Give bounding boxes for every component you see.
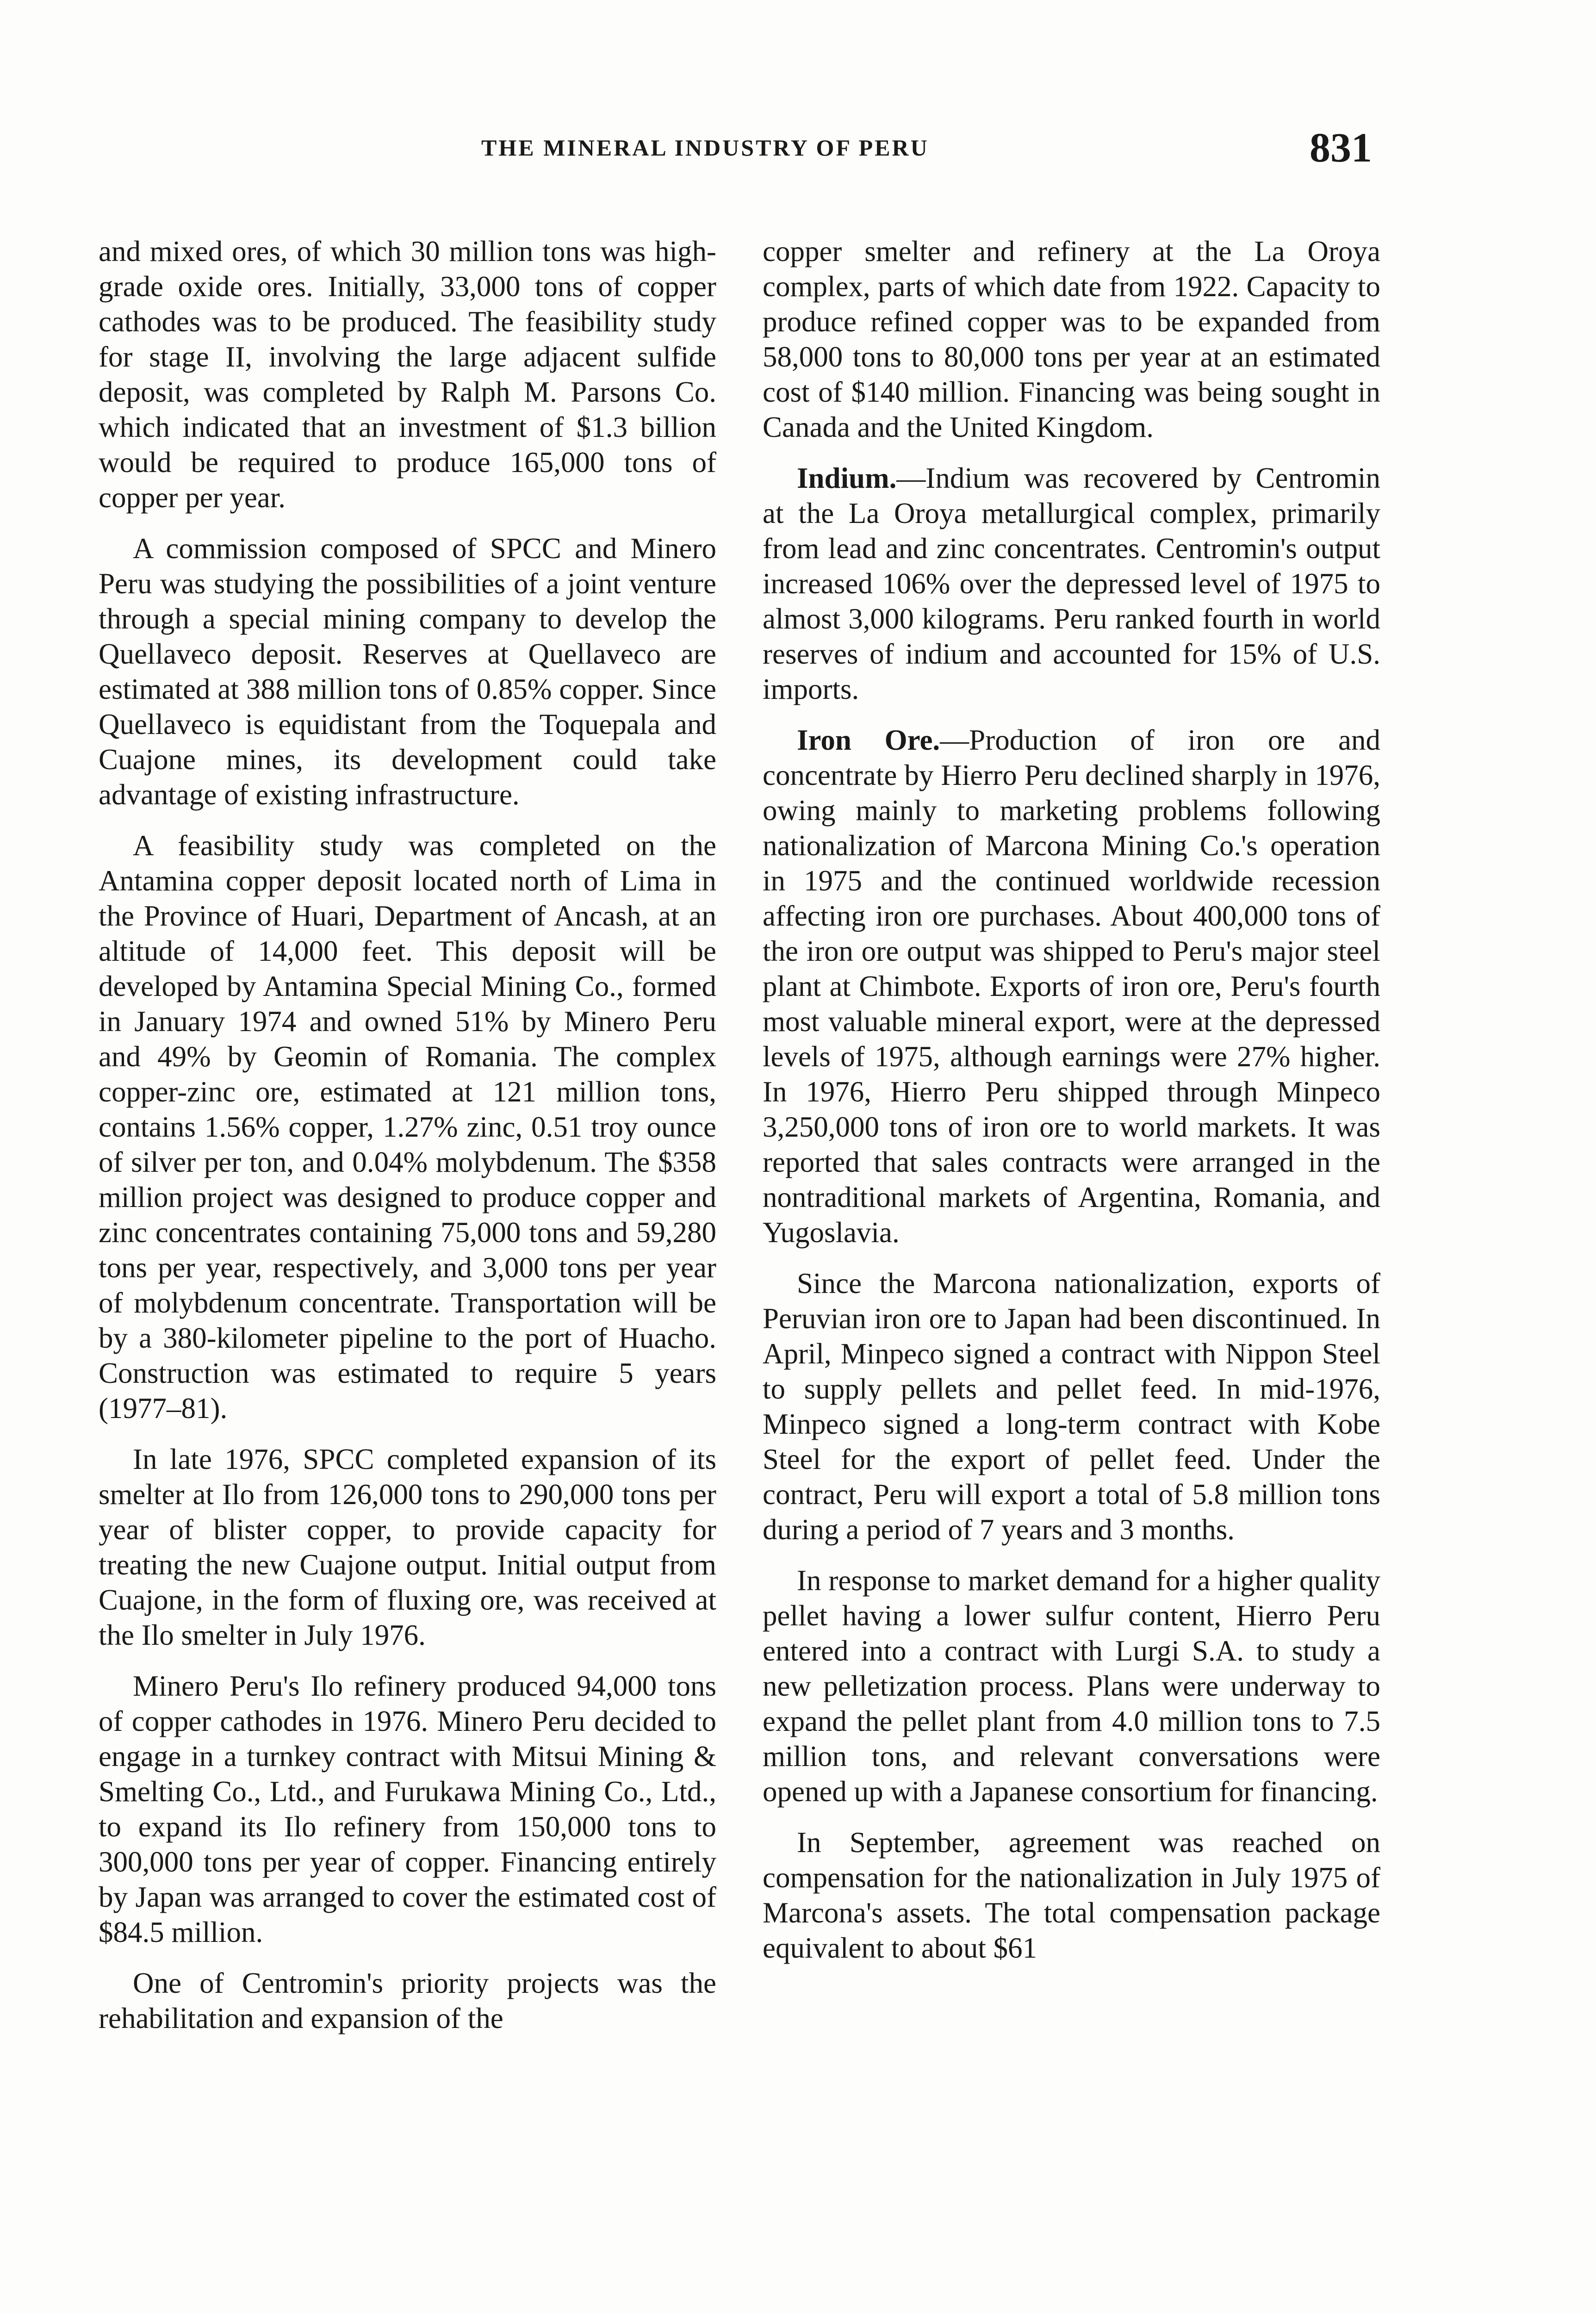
section-heading-indium: Indium. — [797, 462, 897, 494]
paragraph: A commission composed of SPCC and Minero Peru was studying the possibilities of a joint venture through a special mining company to develop the Quellaveco deposit. Reserves at Quellaveco are estimated at 388 million tons of 0.85% copper. Since Quellaveco is equidistant from the Toquepala and Cuajone mines, its development could take advantage of existing infrastructure. — [99, 532, 716, 811]
paragraph: In September, agreement was reached on compensation for the nationalization in July 1975 of Marcona's assets. The total compensation package equivalent to about $61 — [763, 1826, 1380, 1964]
running-title: THE MINERAL INDUSTRY OF PERU — [481, 135, 929, 161]
paragraph: Minero Peru's Ilo refinery produced 94,000 tons of copper cathodes in 1976. Minero Peru decided to engage in a turnkey contract with Mitsui Mining & Smelting Co., Ltd., and Furukawa Mining Co., Ltd., to expand its Ilo refinery from 150,000 tons to 300,000 tons per year of copper. Financing entirely by Japan was arranged to cover the estimated cost of $84.5 million. — [99, 1670, 716, 1948]
paragraph-indium — [763, 460, 1380, 707]
paragraph: copper smelter and refinery at the La Oroya complex, parts of which date from 1922. Capacity to produce refined copper was to be expanded from 58,000 tons to 80,000 tons per year at an estimated cost of $140 million. Financing was being sought in Canada and the United Kingdom. — [763, 235, 1380, 443]
left-column — [99, 234, 716, 2052]
page-number: 831 — [1310, 125, 1372, 171]
section-heading-iron-ore: Iron Ore. — [797, 724, 940, 756]
paragraph: and mixed ores, of which 30 million tons was high-grade oxide ores. Initially, 33,000 tons of copper cathodes was to be produced. The feasibility study for stage II, involving the large adjacent sulfide deposit, was completed by Ralph M. Parsons Co. which indicated that an investment of $1.3 billion would be required to produce 165,000 tons of copper per year. — [99, 235, 716, 514]
paragraph: Since the Marcona nationalization, exports of Peruvian iron ore to Japan had been discontinued. In April, Minpeco signed a contract with Nippon Steel to supply pellets and pellet feed. In mid-1976, Minpeco signed a long-term contract with Kobe Steel for the export of pellet feed. Under the contract, Peru will export a total of 5.8 million tons during a period of 7 years and 3 months. — [763, 1267, 1380, 1546]
right-column — [763, 234, 1380, 1981]
paragraph: In late 1976, SPCC completed expansion of its smelter at Ilo from 126,000 tons to 290,000 tons per year of blister copper, to provide capacity for treating the new Cuajone output. Initial output from Cuajone, in the form of fluxing ore, was received at the Ilo smelter in July 1976. — [99, 1443, 716, 1651]
paragraph: A feasibility study was completed on the Antamina copper deposit located north of Lima in the Province of Huari, Department of Ancash, at an altitude of 14,000 feet. This deposit will be developed by Antamina Special Mining Co., formed in January 1974 and owned 51% by Minero Peru and 49% by Geomin of Romania. The complex copper-zinc ore, estimated at 121 million tons, contains 1.56% copper, 1.27% zinc, 0.51 troy ounce of silver per ton, and 0.04% molybdenum. The $358 million project was designed to produce copper and zinc concentrates containing 75,000 tons and 59,280 tons per year, respectively, and 3,000 tons per year of molybdenum concentrate. Transportation will be by a 380-kilometer pipeline to the port of Huacho. Construction was estimated to require 5 years (1977–81). — [99, 829, 716, 1424]
paragraph: In response to market demand for a higher quality pellet having a lower sulfur content, Hierro Peru entered into a contract with Lurgi S.A. to study a new pelletization process. Plans were underway to expand the pellet plant from 4.0 million tons to 7.5 million tons, and relevant conversations were opened up with a Japanese consortium for financing. — [763, 1564, 1380, 1808]
paragraph-iron-ore — [763, 722, 1380, 1250]
paragraph-text: —Production of iron ore and concentrate by Hierro Peru declined sharply in 1976, owing mainly to marketing problems following nationalization of Marcona Mining Co.'s operation in 1975 and the continued worldwide recession affecting iron ore purchases. About 400,000 tons of the iron ore output was shipped to Peru's major steel plant at Chimbote. Exports of iron ore, Peru's fourth most valuable mineral export, were at the depressed levels of 1975, although earnings were 27% higher. In 1976, Hierro Peru shipped through Minpeco 3,250,000 tons of iron ore to world markets. It was reported that sales contracts were arranged in the nontraditional markets of Argentina, Romania, and Yugoslavia. — [763, 724, 1380, 1249]
paragraph: One of Centromin's priority projects was the rehabilitation and expansion of the — [99, 1967, 716, 2034]
paragraph-text: —Indium was recovered by Centromin at the La Oroya metallurgical complex, primarily from lead and zinc concentrates. Centromin's output increased 106% over the depressed level of 1975 to almost 3,000 kilograms. Peru ranked fourth in world reserves of indium and accounted for 15% of U.S. imports. — [763, 462, 1380, 705]
